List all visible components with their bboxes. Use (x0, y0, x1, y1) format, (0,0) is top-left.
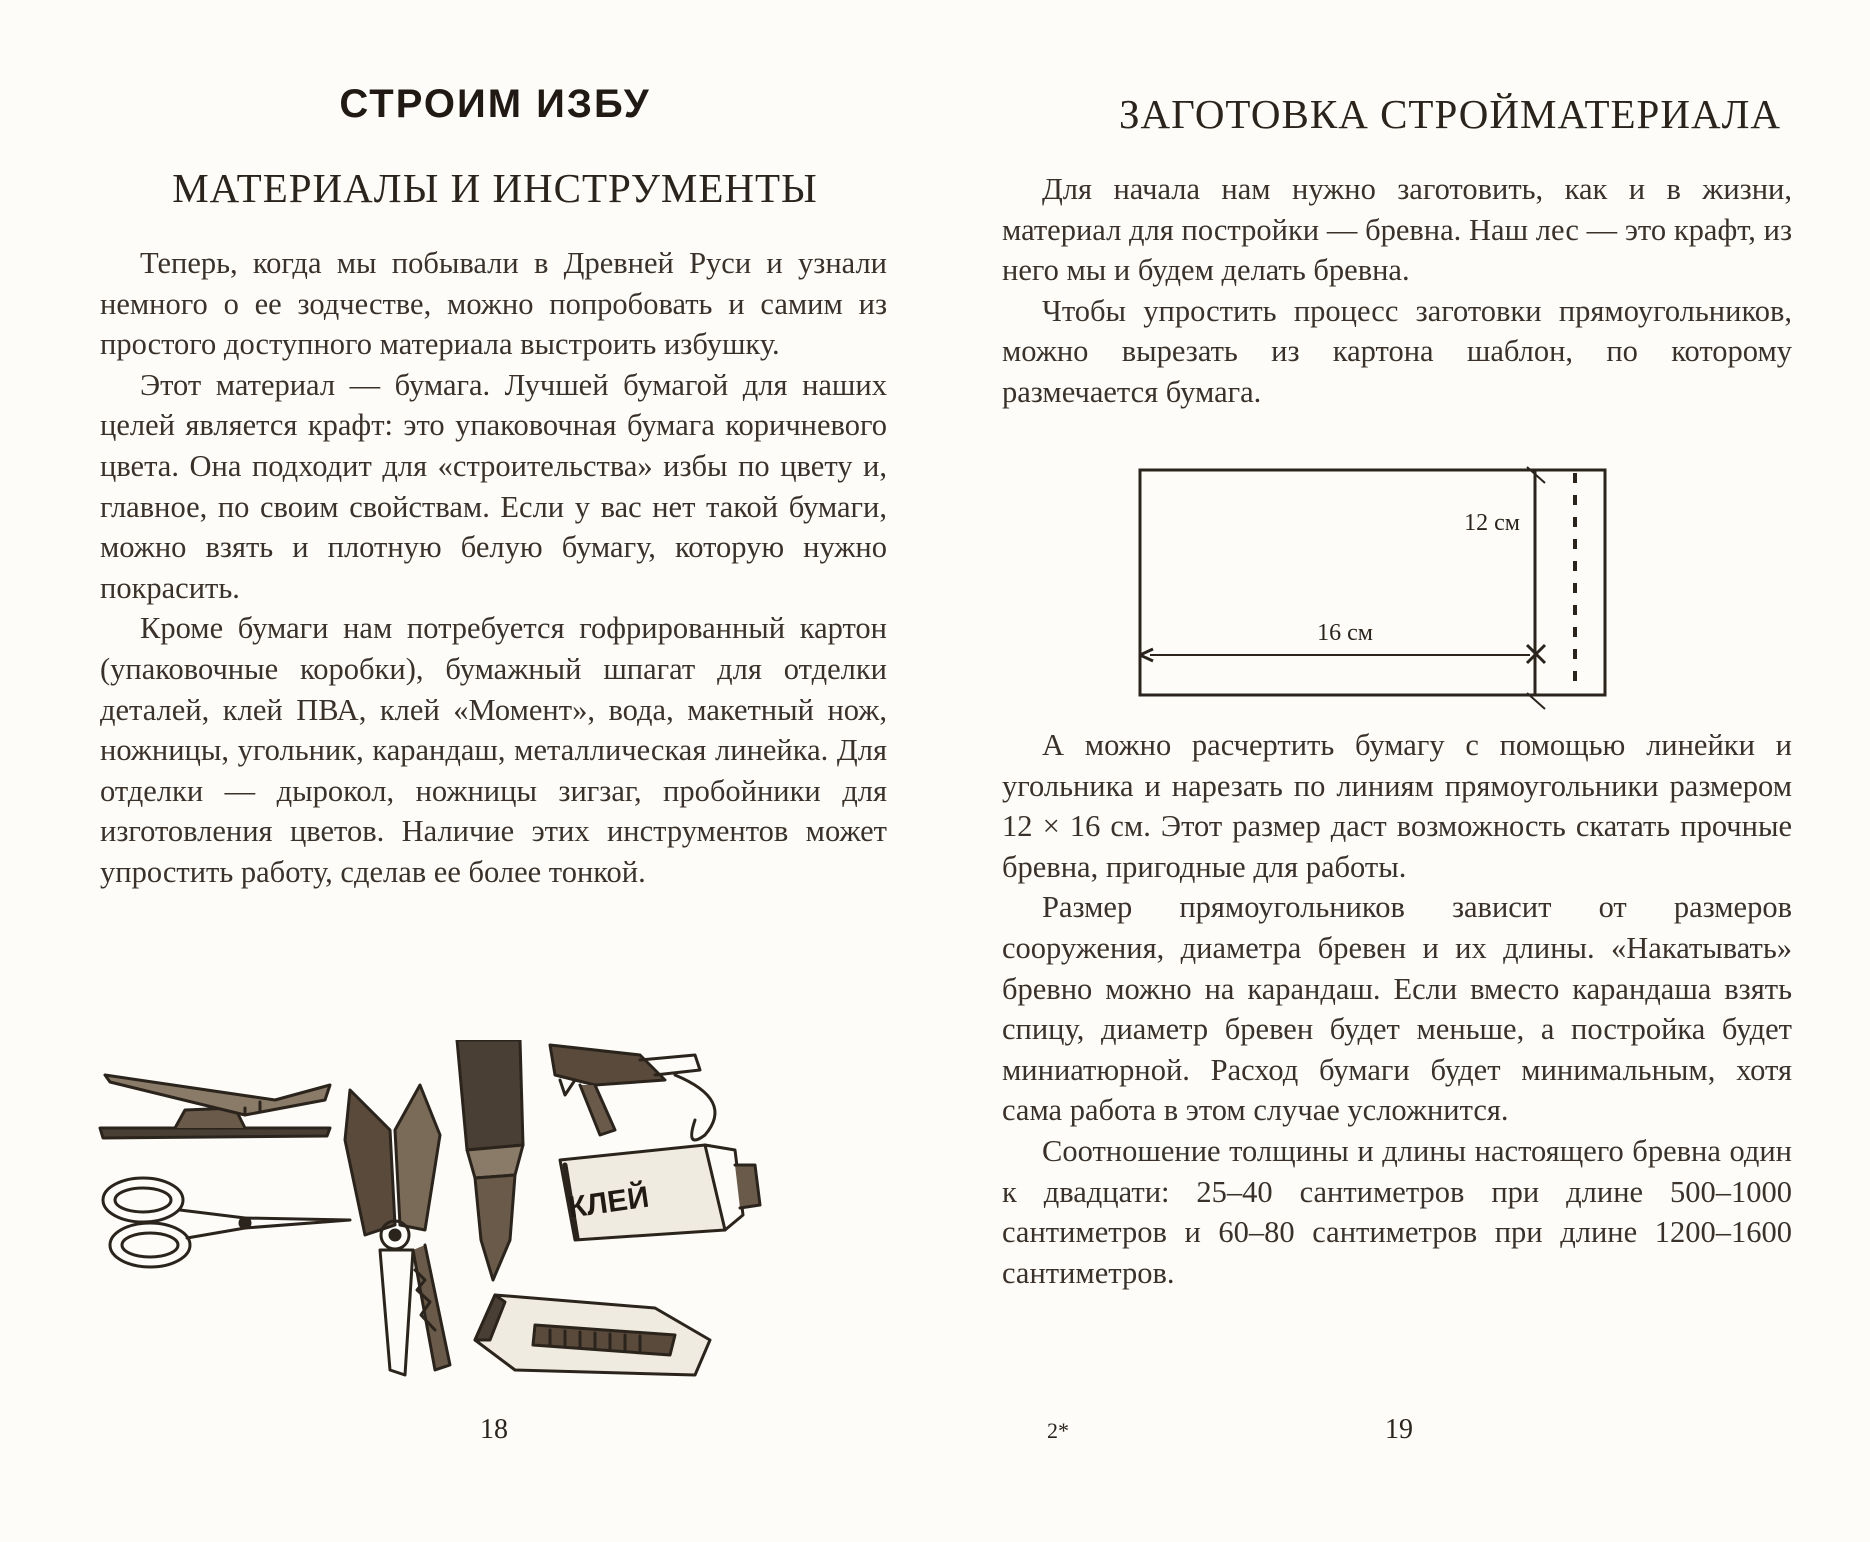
zigzag-scissors-icon (345, 1085, 450, 1375)
section-title-preparation: ЗАГОТОВКА СТРОЙМАТЕРИАЛА (1118, 91, 1781, 137)
section-title-materials: МАТЕРИАЛЫ И ИНСТРУМЕНТЫ (172, 165, 818, 211)
signature-mark: 2* (1047, 1418, 1069, 1443)
right-page (935, 0, 1870, 1542)
page-number-right: 19 (1385, 1414, 1413, 1445)
paragraph: Размер прямоугольников зависит от размеров сооружения, диаметра бревен и их длины. «Накатывать» бревно можно на карандаш. Если вместо карандаша взять спицу, диаметр бревен будет меньше, а постройка будет миниатюрной. Расход бумаги будет минимальным, хотя сама работа в этом случае усложнится. (1002, 890, 1792, 1128)
glue-gun-icon (550, 1045, 715, 1140)
right-body-text-bottom (1002, 725, 1792, 1293)
paragraph: Соотношение толщины и длины настоящего бревна один к двадцати: 25–40 сантиметров при длине 500–1000 сантиметров и 60–80 сантиметров при длине 1200–1600 сантиметров. (1002, 1133, 1792, 1290)
paragraph: Теперь, когда мы побывали в Древней Руси и узнали немного о ее зодчестве, можно попробовать и самим из простого доступного материала выстроить избушку. (100, 246, 887, 362)
height-label: 12 см (1464, 510, 1520, 536)
page-number-left: 18 (480, 1414, 508, 1445)
scissors-icon (103, 1178, 350, 1267)
width-label: 16 см (1317, 620, 1373, 646)
tools-illustration (95, 1040, 895, 1400)
template-diagram (1135, 465, 1615, 725)
right-body-text-top (1002, 169, 1792, 413)
paragraph: А можно расчертить бумагу с помощью линейки и угольника и нарезать по линиям прямоугольники размером 12 × 16 см. Этот размер даст возможность скатать прочные бревна, пригодные для работы. (1002, 728, 1792, 884)
paragraph: Чтобы упростить процесс заготовки прямоугольников, можно вырезать из картона шаблон, по которому размечается бумага. (1002, 293, 1792, 409)
paragraph: Кроме бумаги нам потребуется гофрированный картон (упаковочные коробки), бумажный шпагат для отделки деталей, клей ПВА, клей «Момент», вода, макетный нож, ножницы, угольник, карандаш, металлическая линейка. Для отделки — дырокол, ножницы зигзаг, пробойники для изготовления цветов. Наличие этих инструментов может упростить работу, сделав ее более тонкой. (100, 611, 887, 889)
hole-punch-icon (100, 1075, 330, 1138)
chapter-title: СТРОИМ ИЗБУ (339, 82, 651, 126)
utility-knife-icon (475, 1295, 710, 1375)
paragraph: Для начала нам нужно заготовить, как и в жизни, материал для постройки — бревна. Наш лес — это крафт, из него мы и будем делать бревна. (1002, 172, 1792, 288)
paintbrush-icon (457, 1040, 523, 1280)
glue-tube-label: КЛЕЙ (566, 1180, 652, 1225)
paragraph: Этот материал — бумага. Лучшей бумагой для наших целей является крафт: это упаковочная бумага коричневого цвета. Она подходит для «строительства» избы по цвету и, главное, по своим свойствам. Если у вас нет такой бумаги, можно взять и плотную белую бумагу, которую нужно покрасить. (100, 367, 887, 605)
left-body-text (100, 243, 887, 893)
